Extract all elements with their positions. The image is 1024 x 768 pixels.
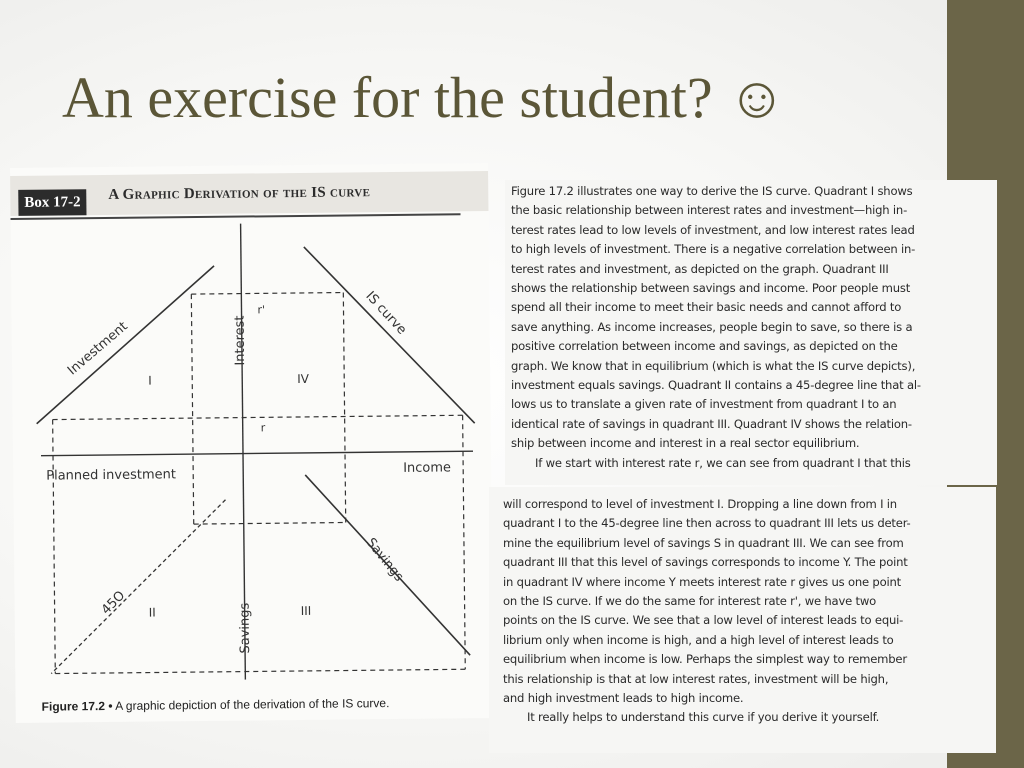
is-curve-figure — [10, 163, 494, 723]
forty-five-degree-line — [49, 500, 227, 674]
is-curve-line — [304, 245, 475, 425]
text-line: save anything. As income increases, people begin to save, so there is a — [511, 319, 913, 334]
text-line: librium only when income is high, and a high level of interest leads to — [503, 632, 894, 647]
quadrant-4-label: IV — [297, 371, 310, 387]
text-line: terest rates lead to low levels of investment, and low interest rates lead — [511, 222, 915, 237]
text-line: Figure 17.2 illustrates one way to derive the IS curve. Quadrant I shows — [511, 184, 913, 198]
caption-number: Figure 17.2 • — [41, 698, 113, 714]
text-line: and high investment leads to high income. — [503, 691, 744, 706]
text-line: this relationship is that at low interest rates, investment will be high, — [503, 671, 889, 686]
quadrant-3-label: III — [300, 603, 312, 618]
investment-line — [35, 266, 216, 424]
text-line: It really helps to understand this curve if you derive it yourself. — [527, 710, 880, 725]
text-line: on the IS curve. If we do the same for interest rate r', we have two — [503, 594, 877, 609]
text-line: positive correlation between income and savings, as depicted on the — [511, 339, 898, 354]
r-prime-label: r' — [257, 303, 266, 317]
text-line: identical rate of savings in quadrant III. Quadrant IV shows the relation- — [511, 416, 912, 431]
box-label: Box 17-2 — [18, 189, 87, 216]
income-label: Income — [403, 460, 452, 476]
text-line: quadrant III that this level of savings corresponds to income Y. The point — [503, 555, 908, 570]
text-line: ship between income and interest in a real sector equilibrium. — [511, 436, 860, 451]
text-line: If we start with interest rate r, we can see from quadrant I that this — [535, 455, 911, 470]
text-line: lows us to translate a given rate of investment from quadrant I to an — [511, 397, 897, 412]
savings-axis-label: Savings — [237, 602, 254, 654]
text-line: mine the equilibrium level of savings S in quadrant III. We can see from — [503, 535, 904, 550]
is-curve-diagram — [11, 215, 494, 698]
text-line: will correspond to level of investment I. Dropping a line down from I in — [503, 497, 897, 511]
text-line: investment equals savings. Quadrant II contains a 45-degree line that al- — [511, 378, 921, 393]
text-line: shows the relationship between savings and income. Poor people must — [511, 281, 911, 296]
paragraph-upper — [511, 182, 991, 473]
investment-label: Investment — [65, 319, 131, 379]
is-curve-label: IS curve — [362, 288, 410, 338]
text-line: to high levels of investment. There is a negative correlation between in- — [511, 242, 916, 257]
explanation-text-lower — [489, 487, 996, 753]
slide-title: An exercise for the student? ☺ — [62, 65, 787, 130]
planned-investment-label: Planned investment — [46, 467, 177, 484]
r-label: r — [260, 421, 266, 435]
text-line: terest rates and investment, as depicted on the graph. Quadrant III — [511, 261, 889, 276]
interest-label: Interest — [232, 315, 249, 366]
text-line: points on the IS curve. We see that a low level of interest leads to equi- — [503, 613, 904, 628]
box-title: A Graphic Derivation of the IS curve — [108, 184, 371, 203]
quadrant-1-label: I — [148, 373, 152, 388]
caption-text: A graphic depiction of the derivation of the IS curve. — [112, 696, 390, 713]
forty-five-label: 45O — [98, 588, 129, 618]
paragraph-lower — [503, 495, 989, 728]
horizontal-axis — [41, 451, 473, 456]
text-line: quadrant I to the 45-degree line then across to quadrant III lets us deter- — [503, 516, 911, 531]
text-line: spend all their income to meet their basic needs and cannot afford to — [511, 300, 902, 315]
text-line: graph. We know that in equilibrium (which is what the IS curve depicts), — [511, 358, 916, 373]
figure-caption — [42, 695, 482, 714]
text-line: equilibrium when income is low. Perhaps the simplest way to remember — [503, 652, 907, 667]
savings-curve-label: Savings — [362, 535, 407, 585]
text-line: the basic relationship between interest rates and investment—high in- — [511, 203, 908, 218]
explanation-text-upper — [505, 180, 997, 485]
quadrant-2-label: II — [148, 605, 156, 620]
text-line: in quadrant IV where income Y meets interest rate r gives us one point — [503, 574, 902, 589]
